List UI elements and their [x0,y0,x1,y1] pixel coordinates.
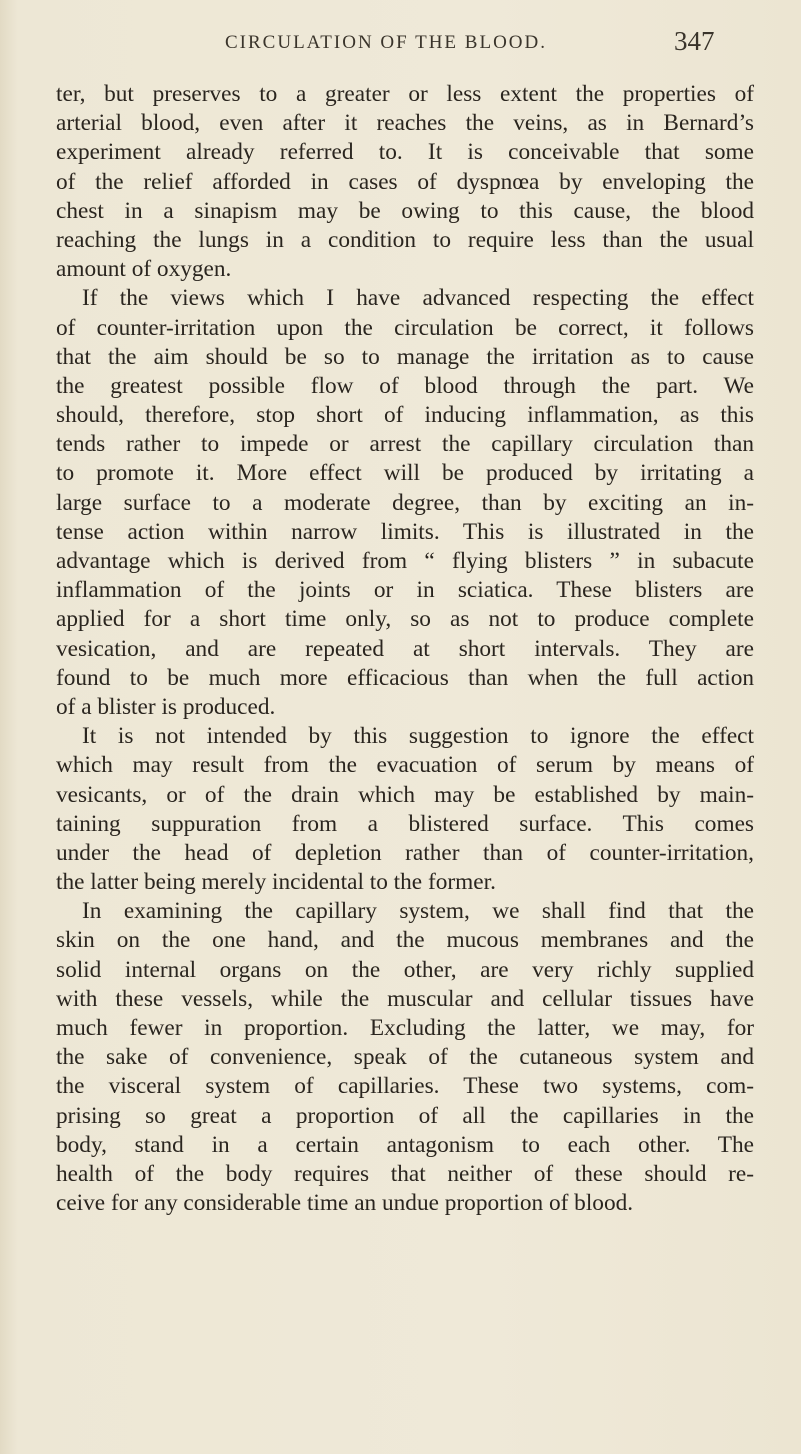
text-line: experiment already referred to. It is conceivable that some [56,139,754,166]
text-line: with these vessels, while the muscular and cellular tissues have [56,985,754,1012]
text-line: skin on the one hand, and the mucous membranes and the [56,927,754,954]
text-line: should, therefore, stop short of inducing inflammation, as this [56,402,754,429]
text-line: applied for a short time only, so as not to produce complete [56,606,754,633]
text-line: the latter being merely incidental to the former. [56,869,496,896]
text-line: chest in a sinapism may be owing to this cause, the blood [56,197,754,224]
text-line: the greatest possible flow of blood through the part. We [56,372,754,399]
text-line: amount of oxygen. [56,256,232,283]
text-line: vesicants, or of the drain which may be established by main- [56,781,754,808]
text-line: body, stand in a certain antagonism to each other. The [56,1131,754,1158]
text-line: ter, but preserves to a greater or less extent the properties of [56,81,754,107]
text-line: tends rather to impede or arrest the capillary circulation than [56,431,754,458]
text-line: reaching the lungs in a condition to require less than the usual [56,226,754,253]
running-title: CIRCULATION OF THE BLOOD. [225,32,547,53]
text-line: taining suppuration from a blistered surface. This comes [56,810,754,837]
text-line: of a blister is produced. [56,693,276,720]
text-line: advantage which is derived from “ flying blisters ” in subacute [56,548,754,574]
text-line: arterial blood, even after it reaches the veins, as in Bernard’s [56,110,754,137]
text-line: In examining the capillary system, we shall find that the [82,898,754,925]
body-text [56,80,754,1218]
text-line: tense action within narrow limits. This is illustrated in the [56,518,754,545]
text-line: that the aim should be so to manage the irritation as to cause [56,343,754,370]
page-number: 347 [674,26,715,56]
text-line: the visceral system of capillaries. These two systems, com- [56,1073,754,1100]
text-line: If the views which I have advanced respecting the effect [82,285,754,312]
text-line: the sake of convenience, speak of the cutaneous system and [56,1044,754,1071]
text-line: vesication, and are repeated at short intervals. They are [56,635,754,662]
text-line: of the relief afforded in cases of dyspnœa by enveloping the [56,168,754,195]
text-line: much fewer in proportion. Excluding the latter, we may, for [56,1015,754,1041]
text-line: large surface to a moderate degree, than by exciting an in- [56,489,754,516]
running-head [0,26,801,66]
text-line: inflammation of the joints or in sciatica. These blisters are [56,577,754,604]
text-line: found to be much more efficacious than when the full action [56,664,754,691]
text-line: solid internal organs on the other, are very richly supplied [56,956,754,983]
text-line: to promote it. More effect will be produced by irritating a [56,460,754,487]
text-line: ceive for any considerable time an undue proportion of blood. [56,1190,634,1217]
text-line: It is not intended by this suggestion to ignore the effect [82,723,754,750]
text-line: of counter-irritation upon the circulation be correct, it follows [56,314,754,341]
text-line: health of the body requires that neither of these should re- [56,1160,754,1187]
text-line: which may result from the evacuation of serum by means of [56,752,754,779]
text-line: prising so great a proportion of all the capillaries in the [56,1102,754,1129]
text-line: under the head of depletion rather than of counter-irritation, [56,839,754,866]
